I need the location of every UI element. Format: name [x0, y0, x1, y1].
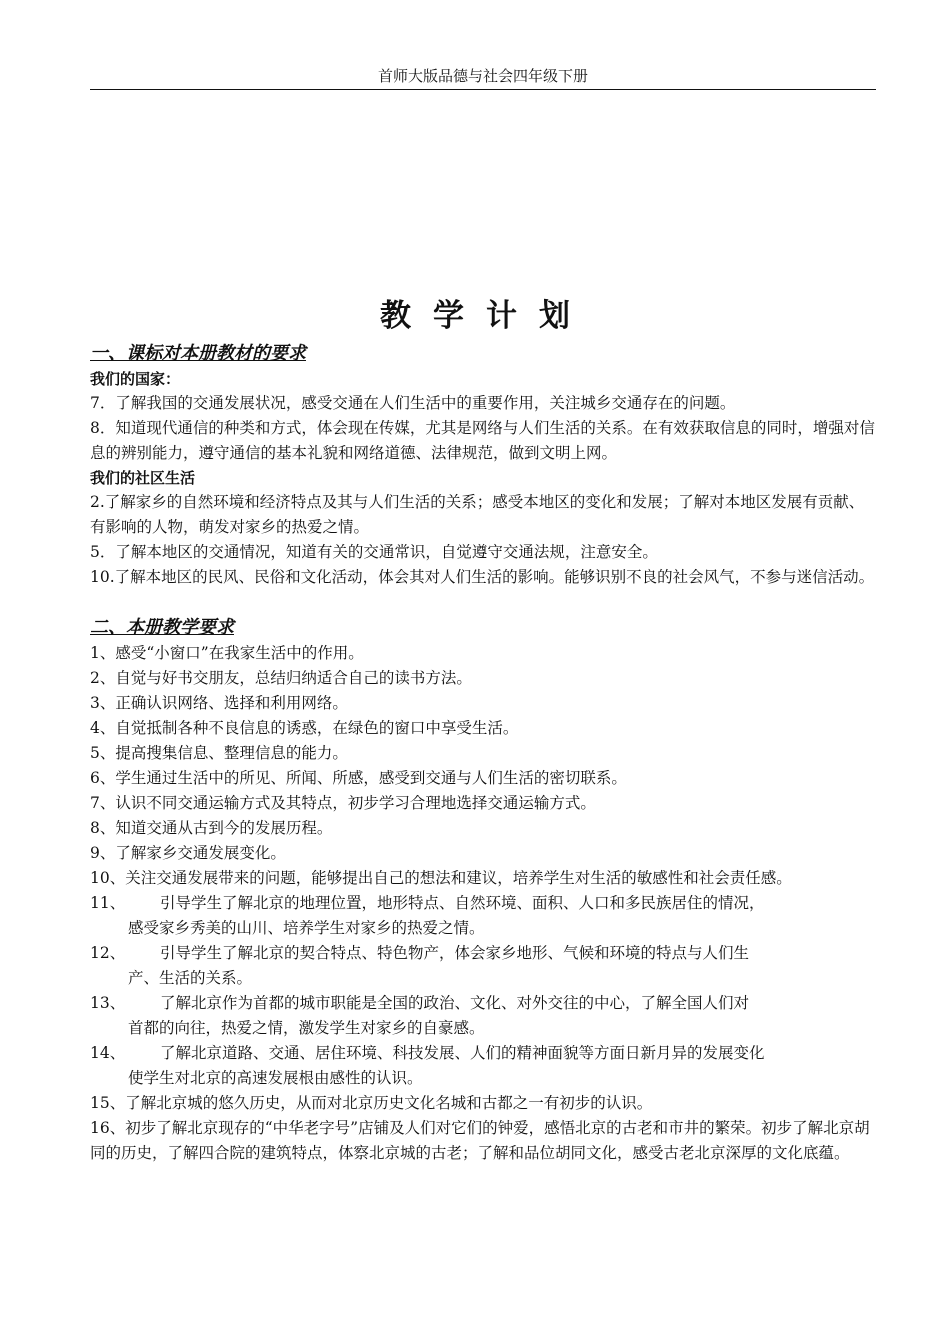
section-spacer [90, 590, 876, 615]
item-number: 11、 [90, 894, 126, 912]
teaching-item: 9、了解家乡交通发展变化。 [90, 844, 286, 862]
item-text: 引导学生了解北京的地理位置，地形特点、自然环境、面积、人口和多民族居住的情况， [160, 894, 765, 912]
item-number: 12、 [90, 944, 126, 962]
running-header: 首师大版品德与社会四年级下册 [377, 67, 588, 85]
item-number: 13、 [90, 994, 126, 1012]
teaching-item: 6、学生通过生活中的所见、所闻、所感，感受到交通与人们生活的密切联系。 [90, 769, 627, 787]
header-rule [90, 89, 876, 90]
item-text: 引导学生了解北京的契合特点、特色物产，体会家乡地形、气候和环境的特点与人们生 [160, 944, 750, 962]
teaching-item-hanging [90, 991, 876, 1041]
document-title: 教学计划 [380, 298, 592, 334]
item-text: 了解北京作为首都的城市职能是全国的政治、文化、对外交往的中心，了解全国人们对 [160, 994, 750, 1012]
teaching-item: 4、自觉抵制各种不良信息的诱惑，在绿色的窗口中享受生活。 [90, 719, 519, 737]
section-heading-2: 二、本册教学要求 [90, 617, 234, 638]
item-text-continued: 感受家乡秀美的山川、培养学生对家乡的热爱之情。 [128, 919, 485, 937]
item-text-continued: 使学生对北京的高速发展根由感性的认识。 [128, 1069, 423, 1087]
document-body [90, 341, 876, 1166]
teaching-item-hanging [90, 891, 876, 941]
teaching-item: 2、自觉与好书交朋友，总结归纳适合自己的读书方法。 [90, 669, 472, 687]
group-label-country: 我们的国家： [90, 370, 181, 388]
item-number: 14、 [90, 1044, 126, 1062]
teaching-item: 7、认识不同交通运输方式及其特点，初步学习合理地选择交通运输方式。 [90, 794, 596, 812]
requirement-item: 7．了解我国的交通发展状况，感受交通在人们生活中的重要作用，关注城乡交通存在的问题。 [90, 394, 736, 412]
requirement-item: 5．了解本地区的交通情况，知道有关的交通常识，自觉遵守交通法规，注意安全。 [90, 543, 658, 561]
item-text: 了解北京道路、交通、居住环境、科技发展、人们的精神面貌等方面日新月异的发展变化 [160, 1044, 765, 1062]
requirement-item: 8．知道现代通信的种类和方式，体会现在传媒，尤其是网络与人们生活的关系。在有效获取信息的同时，增强对信息的辨别能力，遵守通信的基本礼貌和网络道德、法律规范，做到文明上网。 [90, 419, 875, 462]
teaching-item: 8、知道交通从古到今的发展历程。 [90, 819, 333, 837]
requirement-item: 2.了解家乡的自然环境和经济特点及其与人们生活的关系；感受本地区的变化和发展；了解对本地区发展有贡献、有影响的人物，萌发对家乡的热爱之情。 [90, 493, 865, 536]
group-label-community: 我们的社区生活 [90, 469, 196, 487]
teaching-item: 15、了解北京城的悠久历史，从而对北京历史文化名城和古都之一有初步的认识。 [90, 1094, 653, 1112]
requirement-item: 10.了解本地区的民风、民俗和文化活动，体会其对人们生活的影响。能够识别不良的社会风气，不参与迷信活动。 [90, 568, 875, 586]
teaching-item: 16、初步了解北京现存的“中华老字号”店铺及人们对它们的钟爱，感悟北京的古老和市井的繁荣。初步了解北京胡同的历史，了解四合院的建筑特点，体察北京城的古老；了解和品位胡同文化，感受古老北京深厚的文化底蕴。 [90, 1119, 870, 1162]
teaching-item: 5、提高搜集信息、整理信息的能力。 [90, 744, 348, 762]
item-text-continued: 产、生活的关系。 [128, 969, 253, 987]
section-heading-1: 一、课标对本册教材的要求 [90, 343, 306, 364]
item-text-continued: 首都的向往，热爱之情，激发学生对家乡的自豪感。 [128, 1019, 485, 1037]
teaching-item: 10、关注交通发展带来的问题，能够提出自己的想法和建议，培养学生对生活的敏感性和社会责任感。 [90, 869, 792, 887]
teaching-item-hanging [90, 1041, 876, 1091]
teaching-item: 3、正确认识网络、选择和利用网络。 [90, 694, 348, 712]
teaching-item-hanging [90, 941, 876, 991]
teaching-item: 1、感受“小窗口”在我家生活中的作用。 [90, 644, 364, 662]
